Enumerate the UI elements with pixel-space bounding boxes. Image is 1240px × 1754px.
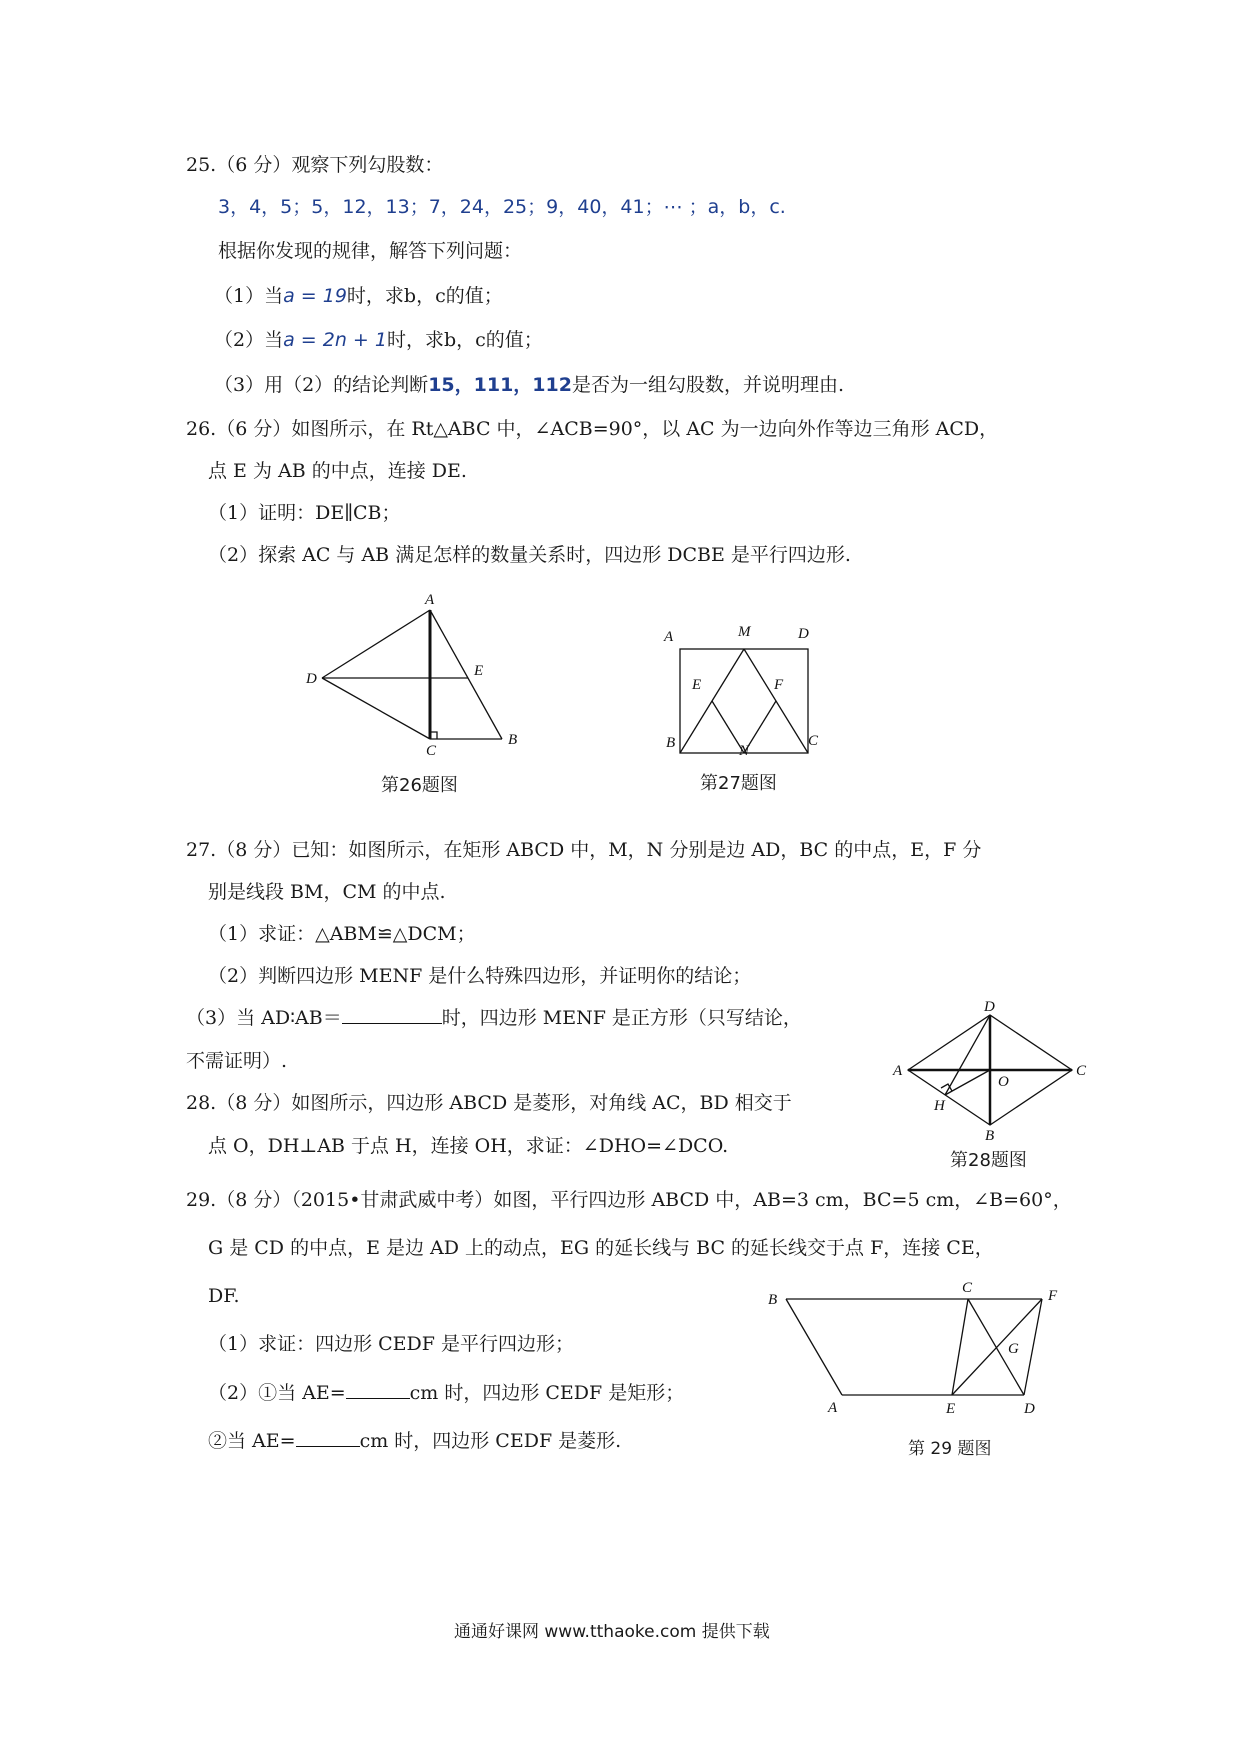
q25-part3: （3）用（2）的结论判断15，111，112是否为一组勾股数，并说明理由.	[214, 374, 844, 396]
q25-header: 25.（6 分）观察下列勾股数：	[186, 154, 444, 176]
figure-26-caption: 第26题图	[381, 775, 458, 796]
figure-28-caption: 第28题图	[950, 1150, 1027, 1171]
q29-line2: G 是 CD 的中点，E 是边 AD 上的动点，EG 的延长线与 BC 的延长线交于点 F，连接 CE，	[208, 1237, 994, 1259]
q26-line2: 点 E 为 AB 的中点，连接 DE.	[208, 460, 467, 482]
q25-intro: 根据你发现的规律，解答下列问题：	[218, 240, 523, 262]
q27-part3: （3）当 AD∶AB＝ 时，四边形 MENF 是正方形（只写结论，	[186, 1007, 802, 1029]
q27-part2: （2）判断四边形 MENF 是什么特殊四边形，并证明你的结论；	[208, 965, 752, 987]
label-b: B	[768, 1292, 778, 1308]
q26-line1: 26.（6 分）如图所示，在 Rt△ABC 中，∠ACB=90°，以 AC 为一边向外作等边三角形 ACD，	[186, 418, 999, 440]
label-f: F	[1048, 1288, 1058, 1304]
q29-line1: 29.（8 分）（2015•甘肃武威中考）如图，平行四边形 ABCD 中，AB=3 cm，BC=5 cm，∠B=60°，	[186, 1189, 1072, 1211]
q29-part3: ②当 AE= cm 时，四边形 CEDF 是菱形.	[208, 1430, 622, 1452]
q29-answer-blank-1	[346, 1380, 410, 1399]
q27-line1: 27.（8 分）已知：如图所示，在矩形 ABCD 中，M，N 分别是边 AD，BC 的中点，E，F 分	[186, 839, 982, 861]
figure-29	[762, 1280, 1082, 1415]
q29-answer-blank-2	[296, 1428, 360, 1447]
label-c: C	[808, 733, 819, 749]
figure-29-caption: 第 29 题图	[908, 1439, 992, 1459]
segment-fd	[1024, 1299, 1042, 1395]
q29-line3: DF.	[208, 1285, 240, 1307]
label-b: B	[666, 735, 676, 751]
label-m: M	[738, 624, 751, 640]
label-e: E	[946, 1401, 956, 1417]
segment-ba	[786, 1299, 842, 1395]
label-c: C	[426, 743, 437, 759]
q25-part2: （2）当a = 2n + 1时，求b，c的值；	[214, 329, 543, 351]
label-c: C	[1076, 1063, 1087, 1079]
q26-part2: （2）探索 AC 与 AB 满足怎样的数量关系时，四边形 DCBE 是平行四边形.	[208, 544, 851, 566]
label-e: E	[474, 663, 484, 679]
segment-da	[322, 610, 430, 678]
label-a: A	[664, 629, 674, 645]
label-h: H	[934, 1098, 945, 1114]
label-o: O	[998, 1074, 1009, 1090]
label-n: N	[739, 743, 750, 759]
q26-part1: （1）证明：DE∥CB；	[208, 502, 401, 524]
label-f: F	[774, 677, 784, 693]
label-a: A	[425, 592, 435, 608]
figure-26	[300, 592, 530, 757]
label-d: D	[798, 626, 809, 642]
label-a: A	[828, 1400, 838, 1416]
label-b: B	[985, 1128, 995, 1144]
segment-ab	[430, 610, 502, 739]
segment-dc	[322, 678, 430, 739]
q25-sequence: 3，4，5；5，12，13；7，24，25；9，40，41；⋯ ；a，b，c.	[218, 196, 786, 218]
label-b: B	[508, 732, 518, 748]
q29-part1: （1）求证：四边形 CEDF 是平行四边形；	[208, 1333, 574, 1355]
q28-line1: 28.（8 分）如图所示，四边形 ABCD 是菱形，对角线 AC，BD 相交于	[186, 1092, 792, 1114]
q27-line2: 别是线段 BM，CM 的中点.	[208, 881, 446, 903]
figure-27	[664, 624, 824, 759]
q28-line2: 点 O，DH⊥AB 于点 H，连接 OH，求证：∠DHO=∠DCO.	[208, 1135, 729, 1157]
rectangle-abcd	[680, 649, 808, 753]
q29-part2: （2）①当 AE= cm 时，四边形 CEDF 是矩形；	[208, 1382, 685, 1404]
label-d: D	[306, 671, 317, 687]
q27-part1: （1）求证：△ABM≌△DCM；	[208, 923, 476, 945]
q25-part1: （1）当a = 19时，求b，c的值；	[214, 285, 503, 307]
page-footer: 通通好课网 www.tthaoke.com 提供下载	[454, 1622, 770, 1642]
figure-27-caption: 第27题图	[700, 773, 777, 794]
figure-28	[888, 999, 1098, 1144]
label-c: C	[962, 1280, 973, 1296]
label-d: D	[1024, 1401, 1035, 1417]
label-g: G	[1008, 1341, 1019, 1357]
q27-answer-blank	[342, 1005, 442, 1024]
label-e: E	[692, 677, 702, 693]
label-a: A	[893, 1063, 903, 1079]
q27-part3-cont: 不需证明）.	[186, 1050, 288, 1072]
label-d: D	[984, 999, 995, 1015]
